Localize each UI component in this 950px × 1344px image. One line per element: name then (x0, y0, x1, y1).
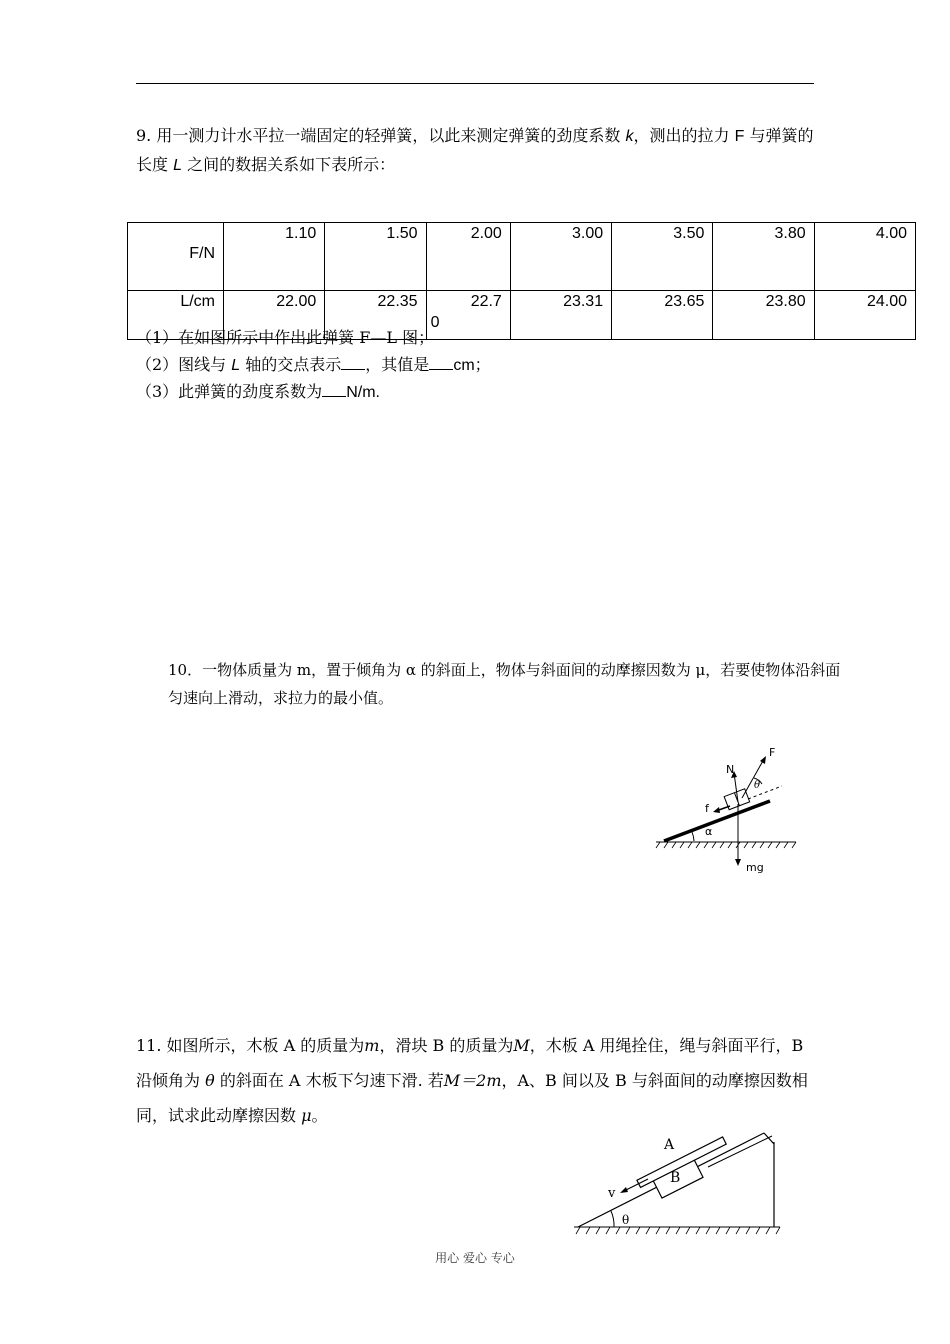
wall-top (764, 1133, 774, 1144)
q11-text-d: 的斜面在 A 木板下匀速下滑. 若 (219, 1071, 444, 1090)
q9-text-2: ，测出的拉力 (633, 126, 730, 145)
q9-sub3-text-a: （3）此弹簧的劲度系数为 (136, 382, 323, 401)
plank-block-diagram (568, 1130, 788, 1240)
table-cell: 3.50 (612, 223, 713, 291)
q11-symbol-mu: μ (301, 1106, 312, 1125)
q9-sub2-symbol-L: L (231, 357, 241, 374)
q9-symbol-L: L (173, 157, 183, 174)
row-label-force: F/N (128, 223, 224, 291)
question-9-text (136, 122, 816, 180)
q9-sub2-text-b: 轴的交点表示 (245, 355, 342, 374)
table-cell: 1.10 (224, 223, 325, 291)
friction-arrowhead (713, 807, 720, 813)
q11-text-e: ，A、B 间以及 B 与斜面间的动摩擦因数相同，试求此动摩擦因数 (136, 1071, 808, 1125)
spring-data-table (127, 222, 916, 340)
table-cell: 22.00 (224, 291, 325, 340)
table-cell: 1.50 (325, 223, 426, 291)
q9-sub-2 (136, 352, 491, 379)
q11-equation: M＝2m (443, 1071, 502, 1090)
label-theta: θ (622, 1213, 630, 1227)
q9-text-4: 之间的数据关系如下表所示： (187, 155, 396, 174)
q11-symbol-m: m (364, 1036, 380, 1055)
q9-sub3-text-b: N/m. (346, 384, 380, 401)
q9-symbol-F: F (734, 128, 745, 145)
label-alpha: α (705, 825, 713, 838)
table-cell-value: 22.7 (470, 293, 502, 310)
q9-sub-1: （1）在如图所示中作出此弹簧 F—L 图； (136, 328, 435, 347)
label-mg: mg (746, 861, 764, 874)
answer-blank[interactable] (341, 355, 365, 370)
question-11-text (136, 1028, 816, 1133)
q11-symbol-theta: θ (205, 1071, 215, 1090)
label-N: N (726, 763, 735, 776)
label-B: B (670, 1170, 681, 1186)
table-cell: 2.00 (426, 223, 510, 291)
q9-symbol-k: k (625, 128, 634, 145)
table-cell: 4.00 (814, 223, 915, 291)
label-A: A (664, 1137, 675, 1153)
q9-sub2-text-c: ，其值是 (365, 355, 430, 374)
incline-force-diagram (650, 740, 800, 880)
question-10-text: 10．一物体质量为 m，置于倾角为 α 的斜面上，物体与斜面间的动摩擦因数为 μ，若要使物体沿斜面匀速向上滑动，求拉力的最小值。 (168, 661, 841, 707)
header-rule (136, 83, 814, 84)
table-cell: 22.35 (325, 291, 426, 340)
ground-hatching (576, 1227, 780, 1234)
label-F: F (769, 746, 776, 759)
table-cell-wrapped (426, 291, 510, 340)
label-theta: θ (754, 780, 761, 791)
table-cell: 3.00 (510, 223, 611, 291)
table-cell: 23.31 (510, 291, 611, 340)
table-cell: 24.00 (814, 291, 915, 340)
table-cell: 23.65 (612, 291, 713, 340)
angle-arc (692, 832, 694, 841)
q11-text-b: ，滑块 B 的质量为 (379, 1036, 514, 1055)
q9-sub2-text-a: （2）图线与 (136, 355, 227, 374)
answer-blank[interactable] (322, 382, 346, 397)
label-f: f (705, 802, 709, 815)
q11-text-a: 11. 如图所示，木板 A 的质量为 (136, 1036, 365, 1055)
gravity-arrowhead (735, 859, 741, 866)
table-cell: 3.80 (713, 223, 814, 291)
incline-plane (664, 801, 770, 841)
q11-text-f: 。 (311, 1106, 328, 1125)
page-footer: 用心 爱心 专心 (435, 1251, 515, 1265)
q9-text-3: 与弹簧的长度 (136, 126, 814, 174)
pull-arrowhead (760, 756, 766, 764)
answer-blank[interactable] (429, 355, 453, 370)
table-cell: 23.80 (713, 291, 814, 340)
row-label-length: L/cm (128, 291, 224, 340)
q9-text-1: 9. 用一测力计水平拉一端固定的轻弹簧，以此来测定弹簧的劲度系数 (136, 126, 621, 145)
table-row-force (128, 223, 916, 291)
q9-sub2-text-d: cm； (453, 357, 491, 374)
velocity-arrowhead (620, 1187, 628, 1193)
q11-symbol-M: M (513, 1036, 530, 1055)
table-cell-wrap: 0 (430, 314, 440, 331)
ground-hatching (656, 842, 796, 848)
angle-arc (611, 1211, 614, 1227)
label-v: v (608, 1186, 616, 1201)
q11-text-c: ，木板 A 用绳拴住，绳与斜面平行，B 沿倾角为 (136, 1036, 804, 1090)
q9-sub-3 (136, 379, 380, 406)
pull-force-arrow (742, 759, 764, 798)
